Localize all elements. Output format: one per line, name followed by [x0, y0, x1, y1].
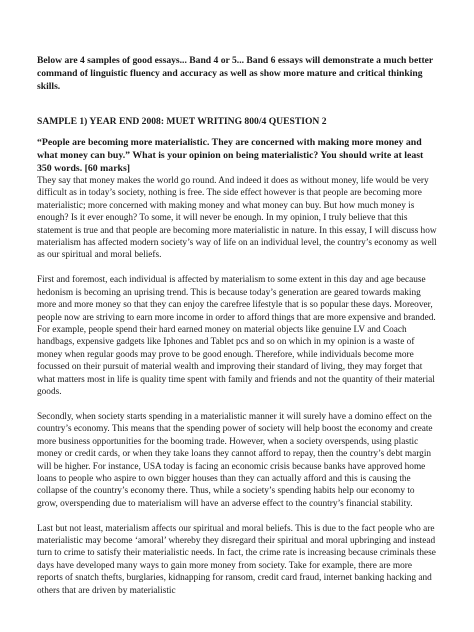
paragraph-economy: Secondly, when society starts spending in a materialistic manner it will surely have a domino effect on the country’s economy. This means that the spending power of society will help boost the economy and create more business opportunities for the booming trade. However, when a society overspends, using plastic money or credit cards, or when they take loans they cannot afford to repay, then the country’s debt margin will be higher. For instance, USA today is facing an economic crisis because banks have approved home loans to people who aspire to own bigger houses than they can actually afford and this is causing the collapse of the country’s economy there. Thus, while a society’s spending habits help our economy to grow, overspending due to materialism will have an adverse effect to the country’s financial stability.	[37, 411, 433, 509]
sample-heading: SAMPLE 1) YEAR END 2008: MUET WRITING 800/4 QUESTION 2	[37, 116, 327, 127]
paragraph-individual: First and foremost, each individual is affected by materialism to some extent in this day and age because hedonism is becoming an uprising trend. This is because today’s generation are geared towards making more and more money so that they can enjoy the carefree lifestyle that is so popular these days. Moreover, people now are striving to earn more income in order to afford things that are more expensive and branded. For example, people spend their hard earned money on material objects like genuine LV and Coach handbags, expensive gadgets like Iphones and Tablet pcs and so on which in my opinion is a waste of money when regular goods may prove to be good enough. Therefore, while individuals become more focussed on their pursuit of material wealth and improving their standard of living, they may forget that what matters most in life is quality time spent with family and friends and not the quantity of their material goods.	[37, 275, 436, 397]
paragraph-intro: They say that money makes the world go round. And indeed it does as without money, life would be very difficult as in today’s society, nothing is free. The side effect however is that people are becoming more materialistic; more concerned with making money and what money can buy. But how much money is enough? Is it ever enough? To some, it will never be enough. In my opinion, I truly believe that this statement is true and that people are becoming more materialistic in nature. In this essay, I will discuss how materialism has affected modern society’s way of life on an individual level, the country’s economy as well as our spiritual and moral beliefs.	[37, 176, 437, 261]
intro-text: Below are 4 samples of good essays... Band 4 or 5... Band 6 essays will demonstrate a much better command of linguistic fluency and accuracy as well as show more mature and critical thinking skills.	[37, 55, 434, 92]
essay-question: “People are becoming more materialistic. They are concerned with making more money and what money can buy.” What is your opinion on being materialistic? You should write at least 350 words. [60 marks]	[37, 137, 424, 174]
paragraph-spiritual: Last but not least, materialism affects our spiritual and moral beliefs. This is due to the fact people who are materialistic may become ‘amoral’ whereby they disregard their spiritual and moral upbringing and instead turn to crime to satisfy their materialistic needs. In fact, the crime rate is increasing because criminals these days have developed many ways to gain more money from society. Take for example, there are more reports of snatch thefts, burglaries, kidnapping for ransom, credit card fraud, internet banking hacking and others that are driven by materialistic	[37, 523, 436, 596]
